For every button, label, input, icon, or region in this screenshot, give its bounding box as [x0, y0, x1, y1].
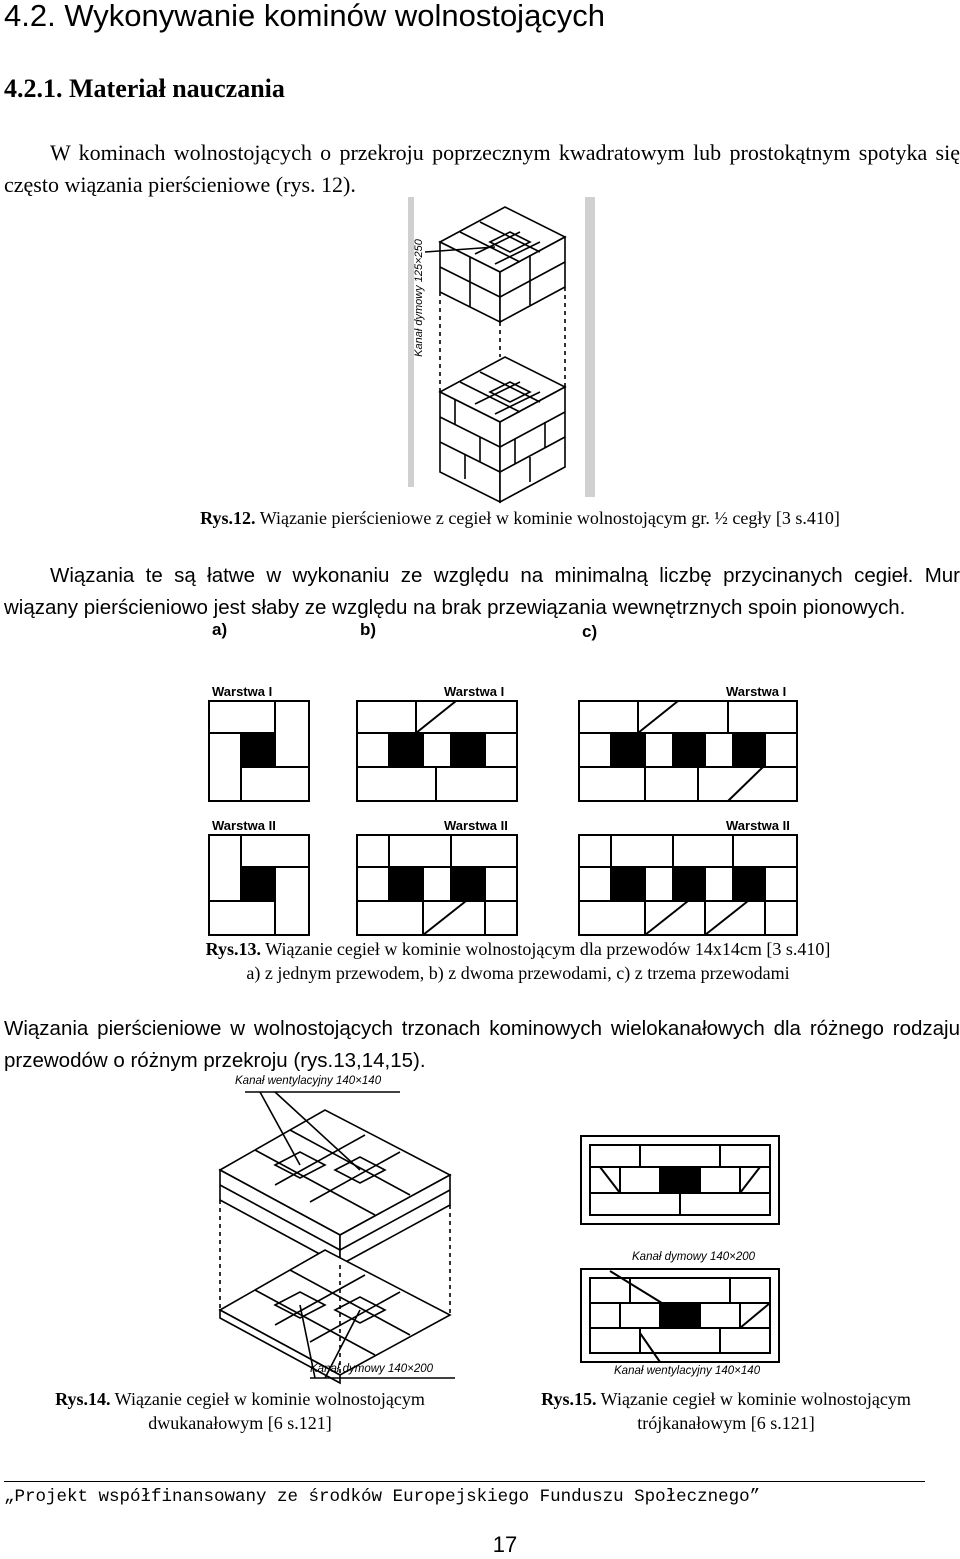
- figure-14-annotation-smoke: Kanał dymowy 140×200: [310, 1363, 434, 1375]
- figure-14-caption-line2: dwukanałowym [6 s.121]: [148, 1413, 332, 1433]
- figure-15-caption-line1: [494, 1387, 958, 1411]
- figure-13-c-layer2-plan: [578, 834, 798, 936]
- figure-13-c-layer2-label: Warstwa II: [726, 818, 790, 833]
- figure-13-letter-a: a): [212, 620, 228, 639]
- figure-13-b-layer2-label: Warstwa II: [444, 818, 508, 833]
- figure-13-b-layer1-plan: [356, 700, 518, 802]
- figure-12-caption-text: Wiązanie pierścieniowe z cegieł w kominie wolnostojącym gr. ½ cegły [3 s.410]: [255, 508, 840, 528]
- figure-15-lower-plan: [580, 1268, 780, 1363]
- figure-14-annotation-ventilation: Kanał wentylacyjny 140×140: [235, 1075, 382, 1087]
- paragraph-intro: W kominach wolnostojących o przekroju poprzecznym kwadratowym lub prostokątnym spotyka się często wiązania pierścieniowe (rys. 12).: [4, 140, 960, 197]
- figure-13-a-layer2-plan: [208, 834, 310, 936]
- figure-13-c-layer1-plan: [578, 700, 798, 802]
- figure-15-annotation-smoke: Kanał dymowy 140×200: [632, 1251, 756, 1263]
- figure-13-caption-line2: a) z jednym przewodem, b) z dwoma przewodami, c) z trzema przewodami: [246, 963, 790, 983]
- figure-15-upper-plan: [580, 1135, 780, 1225]
- figure-13-b-layer1-label: Warstwa I: [444, 684, 505, 699]
- page-number: 17: [492, 1532, 518, 1557]
- figure-13-a-layer1-plan: [208, 700, 310, 802]
- section-heading: 4.2. Wykonywanie kominów wolnostojących: [4, 0, 606, 33]
- figure-13-a-layer1-label: Warstwa I: [212, 684, 273, 699]
- figure-12-caption: [160, 506, 880, 530]
- figure-12-annotation: Kanał dymowy 125×250: [412, 239, 425, 357]
- figure-13-letter-b: b): [360, 620, 377, 639]
- paragraph-bonding: Wiązania te są łatwe w wykonaniu ze względu na minimalną liczbę przycinanych cegieł. Mur wiązany pierścieniowo jest słaby ze względu na brak przewiązania wewnętrznych spoin pionowych.: [4, 564, 960, 619]
- figure-14-caption-line1: [8, 1387, 472, 1411]
- figure-13-a-layer2-label: Warstwa II: [212, 818, 276, 833]
- figure-14-label: Rys.14.: [55, 1389, 111, 1409]
- figure-15-caption-line2: trójkanałowym [6 s.121]: [637, 1413, 815, 1433]
- footer-funding-note: „Projekt współfinansowany ze środków Europejskiego Funduszu Społecznego”: [4, 1487, 761, 1507]
- figure-12-label: Rys.12.: [200, 508, 256, 528]
- subsection-heading: 4.2.1. Materiał nauczania: [4, 74, 285, 103]
- figure-15-label: Rys.15.: [541, 1389, 597, 1409]
- figure-13-label: Rys.13.: [205, 939, 262, 959]
- figure-15-annotation-ventilation: Kanał wentylacyjny 140×140: [614, 1365, 761, 1377]
- figure-13-caption-text: Wiązanie cegieł w kominie wolnostojącym dla przewodów 14x14cm [3 s.410]: [261, 939, 831, 959]
- figure-13-c-layer1-label: Warstwa I: [726, 684, 787, 699]
- figure-13-caption-line1: [138, 937, 898, 961]
- figure-13-b-layer2-plan: [356, 834, 518, 936]
- figure-14-chimney-drawing: [215, 1075, 465, 1385]
- figure-15-caption-text: Wiązanie cegieł w kominie wolnostojącym: [596, 1389, 911, 1409]
- paragraph-multichannel: Wiązania pierścieniowe w wolnostojących trzonach kominowych wielokanałowych dla różnego rodzaju przewodów o różnym przekroju (rys.13,14,15).: [4, 1017, 960, 1072]
- figure-12-chimney-drawing: [400, 192, 605, 507]
- figure-13-letter-c: c): [582, 622, 598, 641]
- footer-divider: [4, 1481, 925, 1482]
- figure-14-caption-text: Wiązanie cegieł w kominie wolnostojącym: [110, 1389, 425, 1409]
